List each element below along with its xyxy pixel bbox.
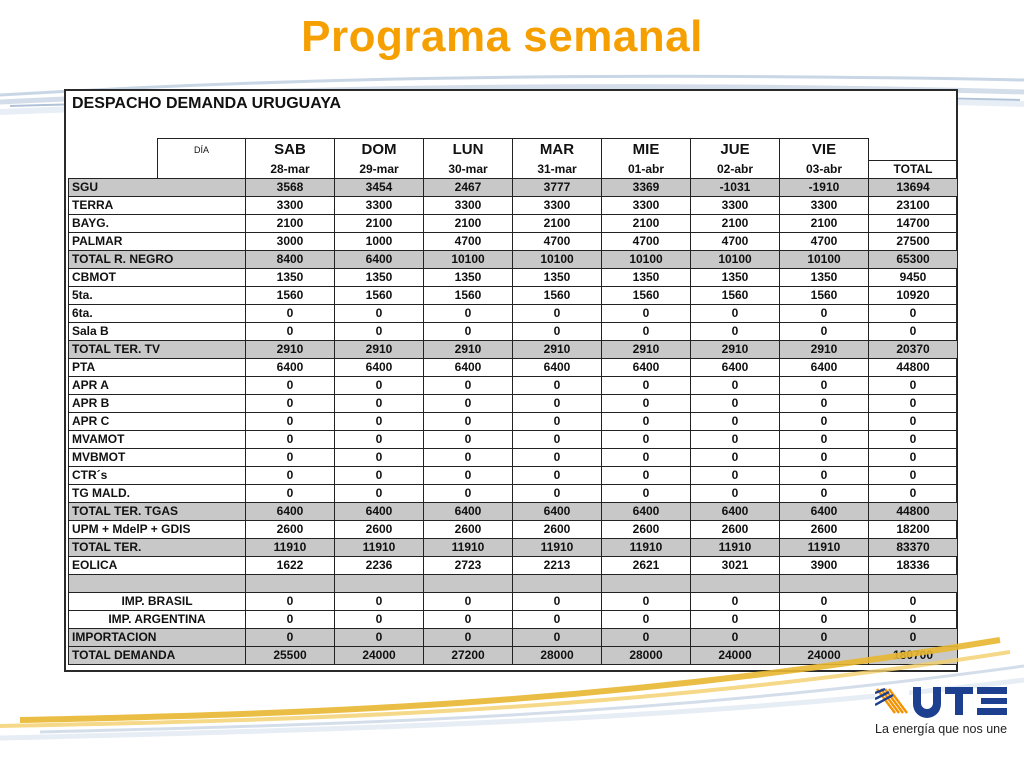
value-cell: 3568 xyxy=(246,178,335,196)
value-cell: 1560 xyxy=(424,286,513,304)
row-total-cell: 0 xyxy=(869,304,958,322)
row-total-cell: 18200 xyxy=(869,520,958,538)
value-cell: 0 xyxy=(513,412,602,430)
spacer-cell xyxy=(69,574,246,592)
table-row xyxy=(69,214,958,232)
row-label: TOTAL TER. TV xyxy=(69,340,246,358)
table-row xyxy=(69,448,958,466)
value-cell: 6400 xyxy=(424,358,513,376)
row-label: CBMOT xyxy=(69,268,246,286)
value-cell: 28000 xyxy=(513,646,602,664)
value-cell: 0 xyxy=(424,322,513,340)
row-label: CTR´s xyxy=(69,466,246,484)
row-label: TOTAL TER. TGAS xyxy=(69,502,246,520)
spacer-cell xyxy=(335,574,424,592)
ute-logo-icon xyxy=(875,683,1010,719)
value-cell: 3369 xyxy=(602,178,691,196)
table-row xyxy=(69,304,958,322)
day-date: 01-abr xyxy=(602,160,691,178)
table-row xyxy=(69,358,958,376)
value-cell: 11910 xyxy=(246,538,335,556)
table-row xyxy=(69,502,958,520)
day-name: MIE xyxy=(602,139,691,161)
value-cell: 6400 xyxy=(513,502,602,520)
value-cell: 0 xyxy=(691,484,780,502)
value-cell: 2600 xyxy=(602,520,691,538)
value-cell: 2600 xyxy=(513,520,602,538)
row-label: TOTAL DEMANDA xyxy=(69,646,246,664)
value-cell: 0 xyxy=(780,610,869,628)
value-cell: 11910 xyxy=(424,538,513,556)
value-cell: 3777 xyxy=(513,178,602,196)
value-cell: 3300 xyxy=(691,196,780,214)
value-cell: 24000 xyxy=(780,646,869,664)
value-cell: 6400 xyxy=(335,502,424,520)
value-cell: 2100 xyxy=(691,214,780,232)
value-cell: 0 xyxy=(424,610,513,628)
value-cell: 0 xyxy=(335,610,424,628)
value-cell: 2600 xyxy=(691,520,780,538)
value-cell: 3900 xyxy=(780,556,869,574)
table-row xyxy=(69,340,958,358)
value-cell: 0 xyxy=(513,448,602,466)
value-cell: 0 xyxy=(602,304,691,322)
value-cell: 6400 xyxy=(246,358,335,376)
value-cell: 0 xyxy=(691,376,780,394)
value-cell: 6400 xyxy=(691,358,780,376)
value-cell: 6400 xyxy=(780,358,869,376)
table-row xyxy=(69,394,958,412)
table-row xyxy=(69,610,958,628)
value-cell: 3300 xyxy=(424,196,513,214)
day-name: MAR xyxy=(513,139,602,161)
value-cell: 0 xyxy=(780,304,869,322)
value-cell: 0 xyxy=(335,448,424,466)
value-cell: 0 xyxy=(780,466,869,484)
value-cell: 0 xyxy=(602,466,691,484)
table-heading: DESPACHO DEMANDA URUGUAYA xyxy=(72,95,342,112)
spacer-row xyxy=(69,574,958,592)
table-row xyxy=(69,232,958,250)
row-label: IMP. BRASIL xyxy=(69,592,246,610)
table-row xyxy=(69,466,958,484)
value-cell: 1622 xyxy=(246,556,335,574)
value-cell: 0 xyxy=(602,484,691,502)
value-cell: 11910 xyxy=(335,538,424,556)
value-cell: 0 xyxy=(691,610,780,628)
value-cell: 2910 xyxy=(246,340,335,358)
value-cell: 2100 xyxy=(780,214,869,232)
row-total-cell: 0 xyxy=(869,592,958,610)
row-total-cell: 44800 xyxy=(869,358,958,376)
value-cell: 2100 xyxy=(513,214,602,232)
value-cell: 0 xyxy=(691,322,780,340)
value-cell: 1350 xyxy=(335,268,424,286)
value-cell: 0 xyxy=(246,466,335,484)
value-cell: 24000 xyxy=(691,646,780,664)
row-label: TERRA xyxy=(69,196,246,214)
table-row xyxy=(69,520,958,538)
day-name: LUN xyxy=(424,139,513,161)
day-date: 30-mar xyxy=(424,160,513,178)
value-cell: 0 xyxy=(335,304,424,322)
row-label: Sala B xyxy=(69,322,246,340)
value-cell: 0 xyxy=(780,592,869,610)
table-row xyxy=(69,196,958,214)
table-row xyxy=(69,286,958,304)
value-cell: 4700 xyxy=(780,232,869,250)
value-cell: 0 xyxy=(780,448,869,466)
table-row xyxy=(69,322,958,340)
value-cell: 3000 xyxy=(246,232,335,250)
value-cell: 25500 xyxy=(246,646,335,664)
value-cell: 0 xyxy=(424,484,513,502)
value-cell: 0 xyxy=(424,394,513,412)
row-label: UPM + MdelP + GDIS xyxy=(69,520,246,538)
row-total-cell: 0 xyxy=(869,484,958,502)
value-cell: 3300 xyxy=(602,196,691,214)
value-cell: 3454 xyxy=(335,178,424,196)
row-total-cell: 0 xyxy=(869,376,958,394)
row-total-cell: 0 xyxy=(869,430,958,448)
day-name-row xyxy=(69,139,958,161)
value-cell: 1350 xyxy=(424,268,513,286)
value-cell: 3300 xyxy=(335,196,424,214)
row-total-cell: 44800 xyxy=(869,502,958,520)
value-cell: 11910 xyxy=(513,538,602,556)
row-total-cell: 0 xyxy=(869,610,958,628)
value-cell: 6400 xyxy=(780,502,869,520)
value-cell: 0 xyxy=(780,322,869,340)
table-row xyxy=(69,556,958,574)
table-row xyxy=(69,646,958,664)
table-body xyxy=(69,178,958,664)
row-total-cell: 23100 xyxy=(869,196,958,214)
value-cell: 2723 xyxy=(424,556,513,574)
row-total-cell: 20370 xyxy=(869,340,958,358)
value-cell: 0 xyxy=(335,394,424,412)
row-label: 5ta. xyxy=(69,286,246,304)
row-total-cell: 27500 xyxy=(869,232,958,250)
value-cell: 0 xyxy=(513,610,602,628)
value-cell: 0 xyxy=(513,322,602,340)
value-cell: 0 xyxy=(335,628,424,646)
spacer-cell xyxy=(602,574,691,592)
value-cell: 0 xyxy=(602,610,691,628)
value-cell: 0 xyxy=(602,628,691,646)
value-cell: 0 xyxy=(424,592,513,610)
row-total-cell: 13694 xyxy=(869,178,958,196)
value-cell: 0 xyxy=(602,430,691,448)
value-cell: 0 xyxy=(513,628,602,646)
value-cell: 1000 xyxy=(335,232,424,250)
row-label: PALMAR xyxy=(69,232,246,250)
value-cell: 28000 xyxy=(602,646,691,664)
value-cell: 4700 xyxy=(513,232,602,250)
row-total-cell: 65300 xyxy=(869,250,958,268)
value-cell: 11910 xyxy=(780,538,869,556)
day-date-row xyxy=(69,160,958,178)
value-cell: 0 xyxy=(780,430,869,448)
value-cell: 10100 xyxy=(513,250,602,268)
table-row xyxy=(69,268,958,286)
value-cell: 6400 xyxy=(424,502,513,520)
brand-tagline: La energía que nos une xyxy=(875,722,1008,736)
row-total-cell: 180700 xyxy=(869,646,958,664)
value-cell: 0 xyxy=(246,322,335,340)
value-cell: 2100 xyxy=(335,214,424,232)
value-cell: 0 xyxy=(335,592,424,610)
spacer-cell xyxy=(869,574,958,592)
table-row xyxy=(69,628,958,646)
row-total-cell: 0 xyxy=(869,394,958,412)
value-cell: 0 xyxy=(691,430,780,448)
row-total-cell: 0 xyxy=(869,628,958,646)
row-label: APR B xyxy=(69,394,246,412)
value-cell: 2910 xyxy=(424,340,513,358)
row-total-cell: 83370 xyxy=(869,538,958,556)
value-cell: 10100 xyxy=(424,250,513,268)
value-cell: 0 xyxy=(513,394,602,412)
table-row xyxy=(69,412,958,430)
day-date: 29-mar xyxy=(335,160,424,178)
value-cell: 0 xyxy=(246,430,335,448)
value-cell: 2600 xyxy=(780,520,869,538)
value-cell: 2100 xyxy=(424,214,513,232)
value-cell: 0 xyxy=(691,394,780,412)
day-date: 28-mar xyxy=(246,160,335,178)
row-label: TG MALD. xyxy=(69,484,246,502)
row-total-cell: 0 xyxy=(869,412,958,430)
value-cell: 0 xyxy=(513,304,602,322)
value-cell: 0 xyxy=(691,466,780,484)
row-label: EOLICA xyxy=(69,556,246,574)
value-cell: 2467 xyxy=(424,178,513,196)
value-cell: 0 xyxy=(246,448,335,466)
value-cell: 1350 xyxy=(691,268,780,286)
value-cell: 0 xyxy=(335,484,424,502)
value-cell: 1560 xyxy=(335,286,424,304)
spacer-cell xyxy=(246,574,335,592)
value-cell: 2621 xyxy=(602,556,691,574)
row-total-cell: 0 xyxy=(869,466,958,484)
value-cell: 0 xyxy=(424,628,513,646)
value-cell: 1350 xyxy=(513,268,602,286)
table-row xyxy=(69,430,958,448)
value-cell: 6400 xyxy=(602,502,691,520)
value-cell: 8400 xyxy=(246,250,335,268)
spacer-cell xyxy=(780,574,869,592)
value-cell: 6400 xyxy=(335,358,424,376)
row-total-cell: 18336 xyxy=(869,556,958,574)
value-cell: 3021 xyxy=(691,556,780,574)
row-label: APR A xyxy=(69,376,246,394)
table-row xyxy=(69,538,958,556)
value-cell: 0 xyxy=(691,448,780,466)
value-cell: 2910 xyxy=(335,340,424,358)
value-cell: 3300 xyxy=(513,196,602,214)
value-cell: 0 xyxy=(780,394,869,412)
row-label: IMP. ARGENTINA xyxy=(69,610,246,628)
day-date: 02-abr xyxy=(691,160,780,178)
spacer-cell xyxy=(691,574,780,592)
value-cell: 0 xyxy=(513,430,602,448)
value-cell: 3300 xyxy=(780,196,869,214)
value-cell: -1910 xyxy=(780,178,869,196)
row-label: 6ta. xyxy=(69,304,246,322)
value-cell: 0 xyxy=(246,628,335,646)
row-total-cell: 0 xyxy=(869,448,958,466)
value-cell: 0 xyxy=(424,376,513,394)
table-row xyxy=(69,178,958,196)
day-date: 03-abr xyxy=(780,160,869,178)
value-cell: 0 xyxy=(691,412,780,430)
value-cell: 0 xyxy=(335,376,424,394)
value-cell: 6400 xyxy=(335,250,424,268)
value-cell: 1560 xyxy=(780,286,869,304)
value-cell: 0 xyxy=(602,376,691,394)
value-cell: 0 xyxy=(335,412,424,430)
value-cell: 0 xyxy=(424,466,513,484)
value-cell: 0 xyxy=(691,592,780,610)
value-cell: 0 xyxy=(780,412,869,430)
value-cell: 11910 xyxy=(691,538,780,556)
value-cell: 3300 xyxy=(246,196,335,214)
value-cell: 0 xyxy=(513,466,602,484)
row-label: PTA xyxy=(69,358,246,376)
dispatch-table xyxy=(68,138,958,665)
row-label: APR C xyxy=(69,412,246,430)
value-cell: 0 xyxy=(602,448,691,466)
value-cell: 0 xyxy=(780,376,869,394)
value-cell: 2600 xyxy=(424,520,513,538)
row-label: IMPORTACION xyxy=(69,628,246,646)
value-cell: 2100 xyxy=(602,214,691,232)
total-header: TOTAL xyxy=(869,160,958,178)
value-cell: 0 xyxy=(335,322,424,340)
value-cell: 6400 xyxy=(246,502,335,520)
table-row xyxy=(69,592,958,610)
value-cell: 2213 xyxy=(513,556,602,574)
value-cell: 0 xyxy=(691,304,780,322)
value-cell: 0 xyxy=(246,484,335,502)
table-row xyxy=(69,484,958,502)
value-cell: 6400 xyxy=(602,358,691,376)
value-cell: 1350 xyxy=(780,268,869,286)
day-name: JUE xyxy=(691,139,780,161)
value-cell: 10100 xyxy=(602,250,691,268)
row-total-cell: 0 xyxy=(869,322,958,340)
value-cell: 0 xyxy=(246,376,335,394)
value-cell: 0 xyxy=(602,592,691,610)
value-cell: 4700 xyxy=(691,232,780,250)
value-cell: 0 xyxy=(602,394,691,412)
day-date: 31-mar xyxy=(513,160,602,178)
value-cell: 1560 xyxy=(246,286,335,304)
day-name: SAB xyxy=(246,139,335,161)
row-total-cell: 14700 xyxy=(869,214,958,232)
value-cell: 0 xyxy=(335,430,424,448)
table-row xyxy=(69,250,958,268)
value-cell: 11910 xyxy=(602,538,691,556)
value-cell: 0 xyxy=(602,412,691,430)
day-name: VIE xyxy=(780,139,869,161)
value-cell: 0 xyxy=(424,430,513,448)
row-total-cell: 10920 xyxy=(869,286,958,304)
value-cell: 1560 xyxy=(602,286,691,304)
spacer-cell xyxy=(513,574,602,592)
row-label: TOTAL TER. xyxy=(69,538,246,556)
value-cell: 0 xyxy=(691,628,780,646)
value-cell: 0 xyxy=(424,304,513,322)
value-cell: 0 xyxy=(246,394,335,412)
value-cell: 10100 xyxy=(691,250,780,268)
value-cell: 6400 xyxy=(691,502,780,520)
value-cell: 27200 xyxy=(424,646,513,664)
value-cell: 0 xyxy=(335,466,424,484)
value-cell: 4700 xyxy=(424,232,513,250)
value-cell: 0 xyxy=(246,304,335,322)
value-cell: 1560 xyxy=(513,286,602,304)
value-cell: 0 xyxy=(424,412,513,430)
value-cell: 0 xyxy=(513,376,602,394)
value-cell: 2236 xyxy=(335,556,424,574)
page-title: Programa semanal xyxy=(301,12,703,61)
value-cell: 0 xyxy=(424,448,513,466)
value-cell: 2100 xyxy=(246,214,335,232)
value-cell: 2600 xyxy=(246,520,335,538)
value-cell: 0 xyxy=(513,592,602,610)
value-cell: 2600 xyxy=(335,520,424,538)
table-row xyxy=(69,376,958,394)
value-cell: 2910 xyxy=(602,340,691,358)
value-cell: 2910 xyxy=(780,340,869,358)
value-cell: 10100 xyxy=(780,250,869,268)
row-label: MVAMOT xyxy=(69,430,246,448)
value-cell: 0 xyxy=(602,322,691,340)
row-total-cell: 9450 xyxy=(869,268,958,286)
value-cell: 6400 xyxy=(513,358,602,376)
day-name: DOM xyxy=(335,139,424,161)
value-cell: 2910 xyxy=(691,340,780,358)
value-cell: -1031 xyxy=(691,178,780,196)
value-cell: 0 xyxy=(780,484,869,502)
row-label: BAYG. xyxy=(69,214,246,232)
row-label: SGU xyxy=(69,178,246,196)
value-cell: 0 xyxy=(246,610,335,628)
value-cell: 2910 xyxy=(513,340,602,358)
value-cell: 0 xyxy=(513,484,602,502)
dia-label: DÍA xyxy=(158,139,246,161)
row-label: MVBMOT xyxy=(69,448,246,466)
value-cell: 1350 xyxy=(246,268,335,286)
value-cell: 1560 xyxy=(691,286,780,304)
value-cell: 1350 xyxy=(602,268,691,286)
value-cell: 24000 xyxy=(335,646,424,664)
value-cell: 4700 xyxy=(602,232,691,250)
row-label: TOTAL R. NEGRO xyxy=(69,250,246,268)
value-cell: 0 xyxy=(246,412,335,430)
spacer-cell xyxy=(424,574,513,592)
value-cell: 0 xyxy=(780,628,869,646)
value-cell: 0 xyxy=(246,592,335,610)
